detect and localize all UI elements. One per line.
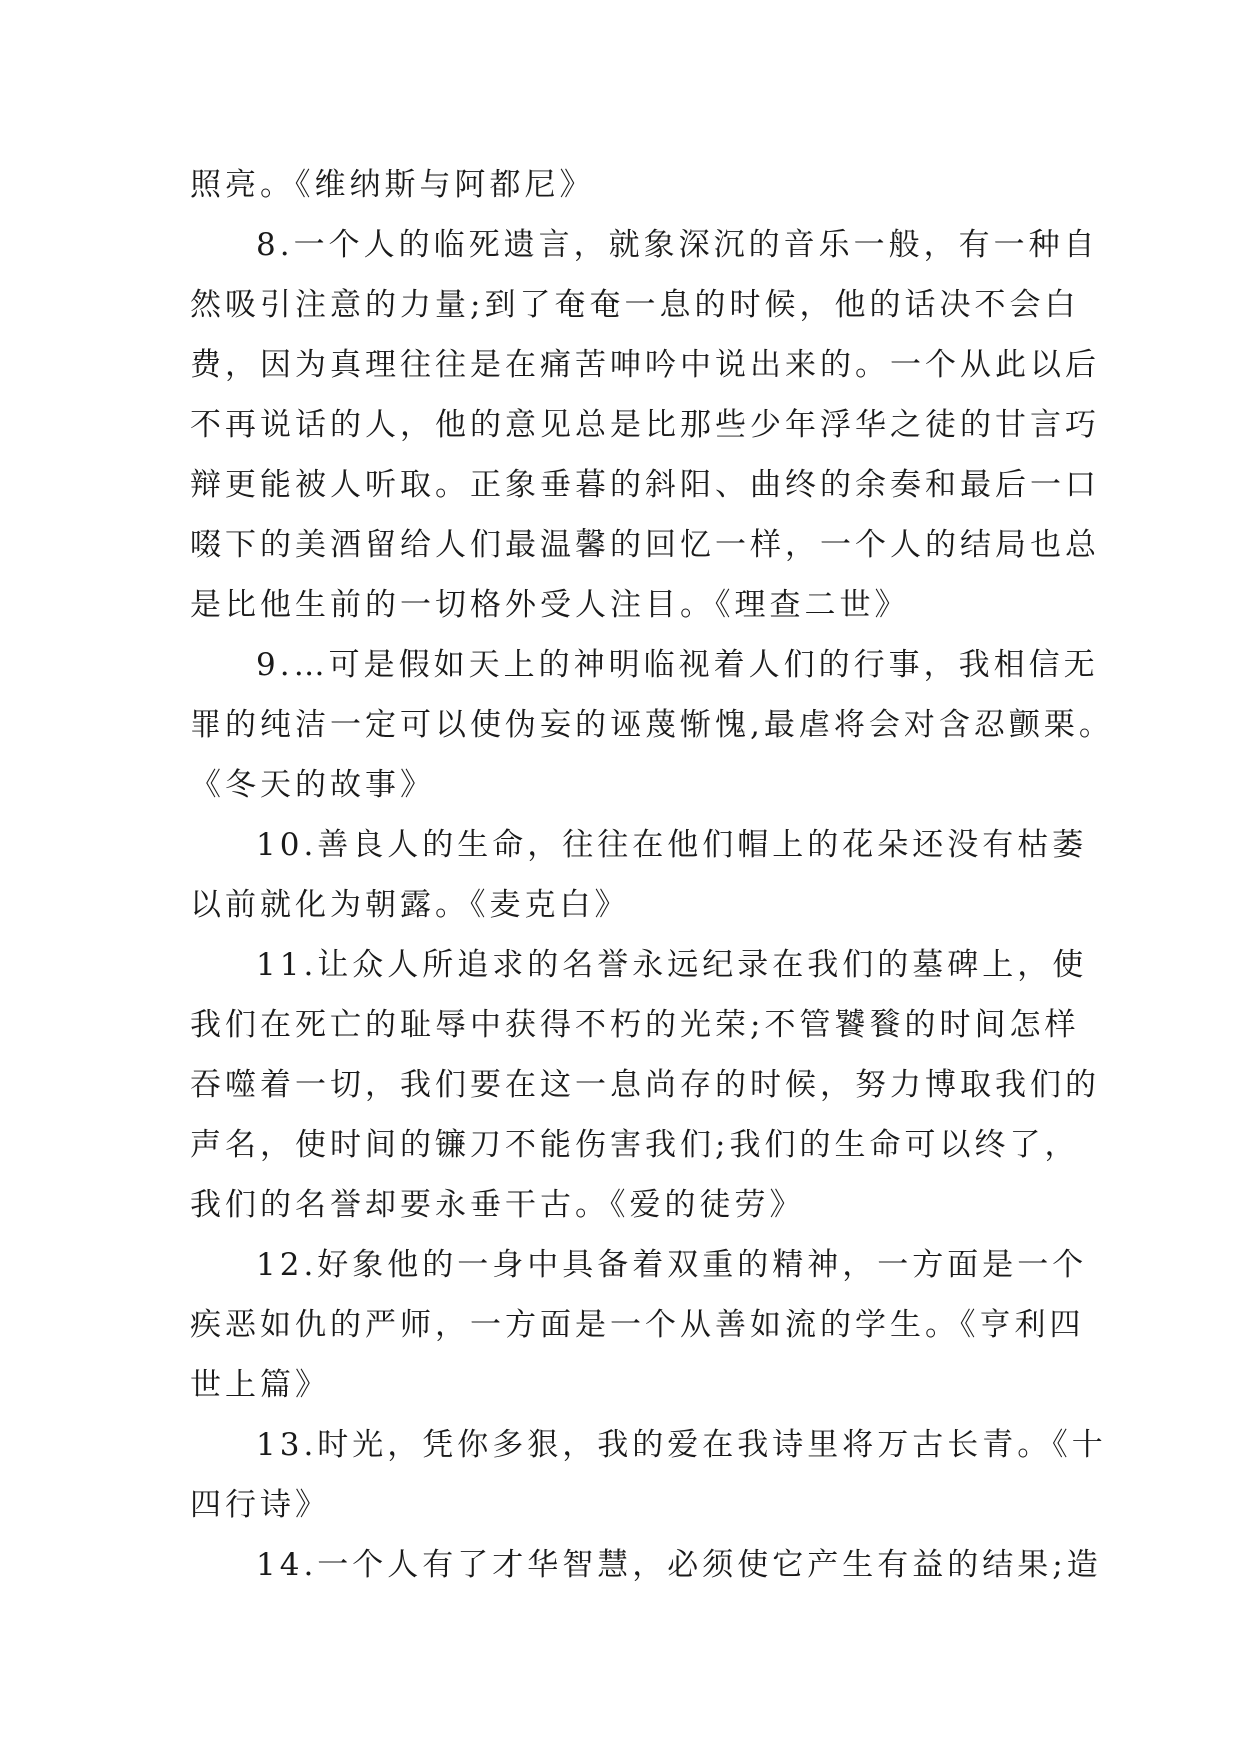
paragraph-first-line: 12.好象他的一身中具备着双重的精神，一方面是一个 xyxy=(256,1247,1088,1283)
paragraph-first-line: 9.…可是假如天上的神明临视着人们的行事，我相信无 xyxy=(256,647,1099,683)
text-line: 《冬天的故事》 xyxy=(190,767,435,803)
paragraph-first-line: 10.善良人的生命，往往在他们帽上的花朵还没有枯萎 xyxy=(256,827,1088,863)
text-line: 照亮。《维纳斯与阿都尼》 xyxy=(190,167,595,203)
text-line: 我们在死亡的耻辱中获得不朽的光荣;不管饕餮的时间怎样 xyxy=(190,1007,1080,1043)
text-line: 四行诗》 xyxy=(190,1487,330,1523)
text-line: 疾恶如仇的严师，一方面是一个从善如流的学生。《亨利四 xyxy=(190,1307,1085,1343)
text-line: 不再说话的人，他的意见总是比那些少年浮华之徒的甘言巧 xyxy=(190,407,1100,443)
paragraph-first-line: 13.时光，凭你多狠，我的爱在我诗里将万古长青。《十 xyxy=(256,1427,1107,1463)
text-line: 我们的名誉却要永垂干古。《爱的徒劳》 xyxy=(190,1187,805,1223)
text-line: 罪的纯洁一定可以使伪妄的诬蔑惭愧,最虐将会对含忍颤栗。 xyxy=(190,707,1114,743)
text-line: 是比他生前的一切格外受人注目。《理查二世》 xyxy=(190,587,910,623)
paragraph-first-line: 14.一个人有了才华智慧，必须使它产生有益的结果;造 xyxy=(256,1547,1102,1583)
text-line: 以前就化为朝露。《麦克白》 xyxy=(190,887,630,923)
text-line: 世上篇》 xyxy=(190,1367,330,1403)
text-line: 吞噬着一切，我们要在这一息尚存的时候，努力博取我们的 xyxy=(190,1067,1100,1103)
paragraph-first-line: 8.一个人的临死遗言，就象深沉的音乐一般，有一种自 xyxy=(256,227,1099,263)
paragraph-first-line: 11.让众人所追求的名誉永远纪录在我们的墓碑上，使 xyxy=(256,947,1088,983)
text-line: 然吸引注意的力量;到了奄奄一息的时候，他的话决不会白 xyxy=(190,287,1080,323)
text-line: 费，因为真理往往是在痛苦呻吟中说出来的。一个从此以后 xyxy=(190,347,1100,383)
text-line: 辩更能被人听取。正象垂暮的斜阳、曲终的余奏和最后一口 xyxy=(190,467,1100,503)
document-body xyxy=(190,155,1114,1595)
text-line: 声名，使时间的镰刀不能伤害我们;我们的生命可以终了， xyxy=(190,1127,1080,1163)
text-line: 啜下的美酒留给人们最温馨的回忆一样，一个人的结局也总 xyxy=(190,527,1100,563)
